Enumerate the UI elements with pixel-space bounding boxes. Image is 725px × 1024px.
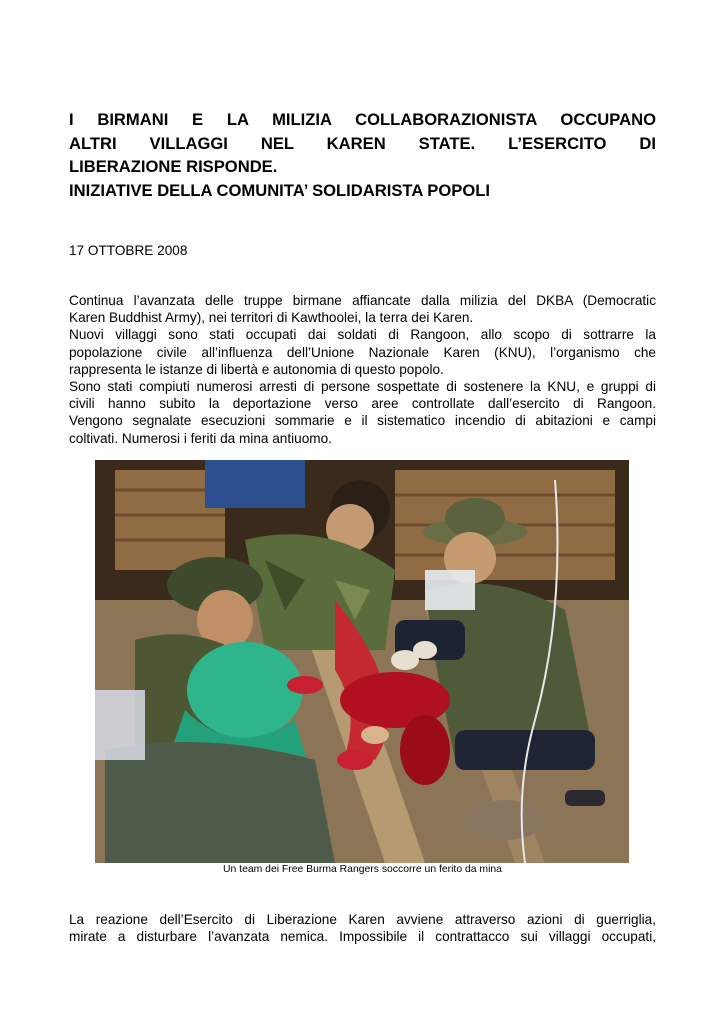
title-line-3: LIBERAZIONE RISPONDE. xyxy=(69,157,278,176)
photo-illustration xyxy=(95,460,629,863)
article-photo xyxy=(95,460,629,863)
title-line-1: I BIRMANI E LA MILIZIA COLLABORAZIONISTA OCCUPANO xyxy=(69,110,656,129)
intro-paragraph xyxy=(69,292,656,447)
article-date: 17 OTTOBRE 2008 xyxy=(69,243,188,258)
outro-line: mirate a disturbare l’avanzata nemica. Impossibile il contrattacco sui villaggi occupati, xyxy=(69,929,656,945)
photo-caption: Un team dei Free Burma Rangers soccorre un ferito da mina xyxy=(223,864,502,875)
intro-line: Nuovi villaggi sono stati occupati dai soldati di Rangoon, allo scopo di sottrarre la xyxy=(69,327,656,343)
title-line-2: ALTRI VILLAGGI NEL KAREN STATE. L’ESERCITO DI xyxy=(69,133,656,153)
intro-line: Karen Buddhist Army), nei territori di Kawthoolei, la terra dei Karen. xyxy=(69,310,474,326)
intro-line: popolazione civile all’influenza dell’Unione Nazionale Karen (KNU), l’organismo che xyxy=(69,344,656,360)
intro-line: coltivati. Numerosi i feriti da mina antiuomo. xyxy=(69,430,332,446)
intro-line: Vengono segnalate esecuzioni sommarie e il sistematico incendio di abitazioni e campi xyxy=(69,413,656,429)
intro-line: civili hanno subito la deportazione verso aree controllate dall’esercito di Rangoon. xyxy=(69,396,656,412)
outro-line: La reazione dell’Esercito di Liberazione Karen avviene attraverso azioni di guerriglia, xyxy=(69,912,656,927)
intro-line: Continua l’avanzata delle truppe birmane affiancate dalla milizia del DKBA (Democratic xyxy=(69,293,656,308)
article-title xyxy=(69,108,656,202)
title-line-4: INIZIATIVE DELLA COMUNITA’ SOLIDARISTA POPOLI xyxy=(69,180,490,200)
intro-line: rappresenta le istanze di libertà e autonomia di questo popolo. xyxy=(69,361,444,377)
intro-line: Sono stati compiuti numerosi arresti di persone sospettate di sostenere la KNU, e gruppi di xyxy=(69,379,656,395)
outro-paragraph xyxy=(69,911,656,945)
